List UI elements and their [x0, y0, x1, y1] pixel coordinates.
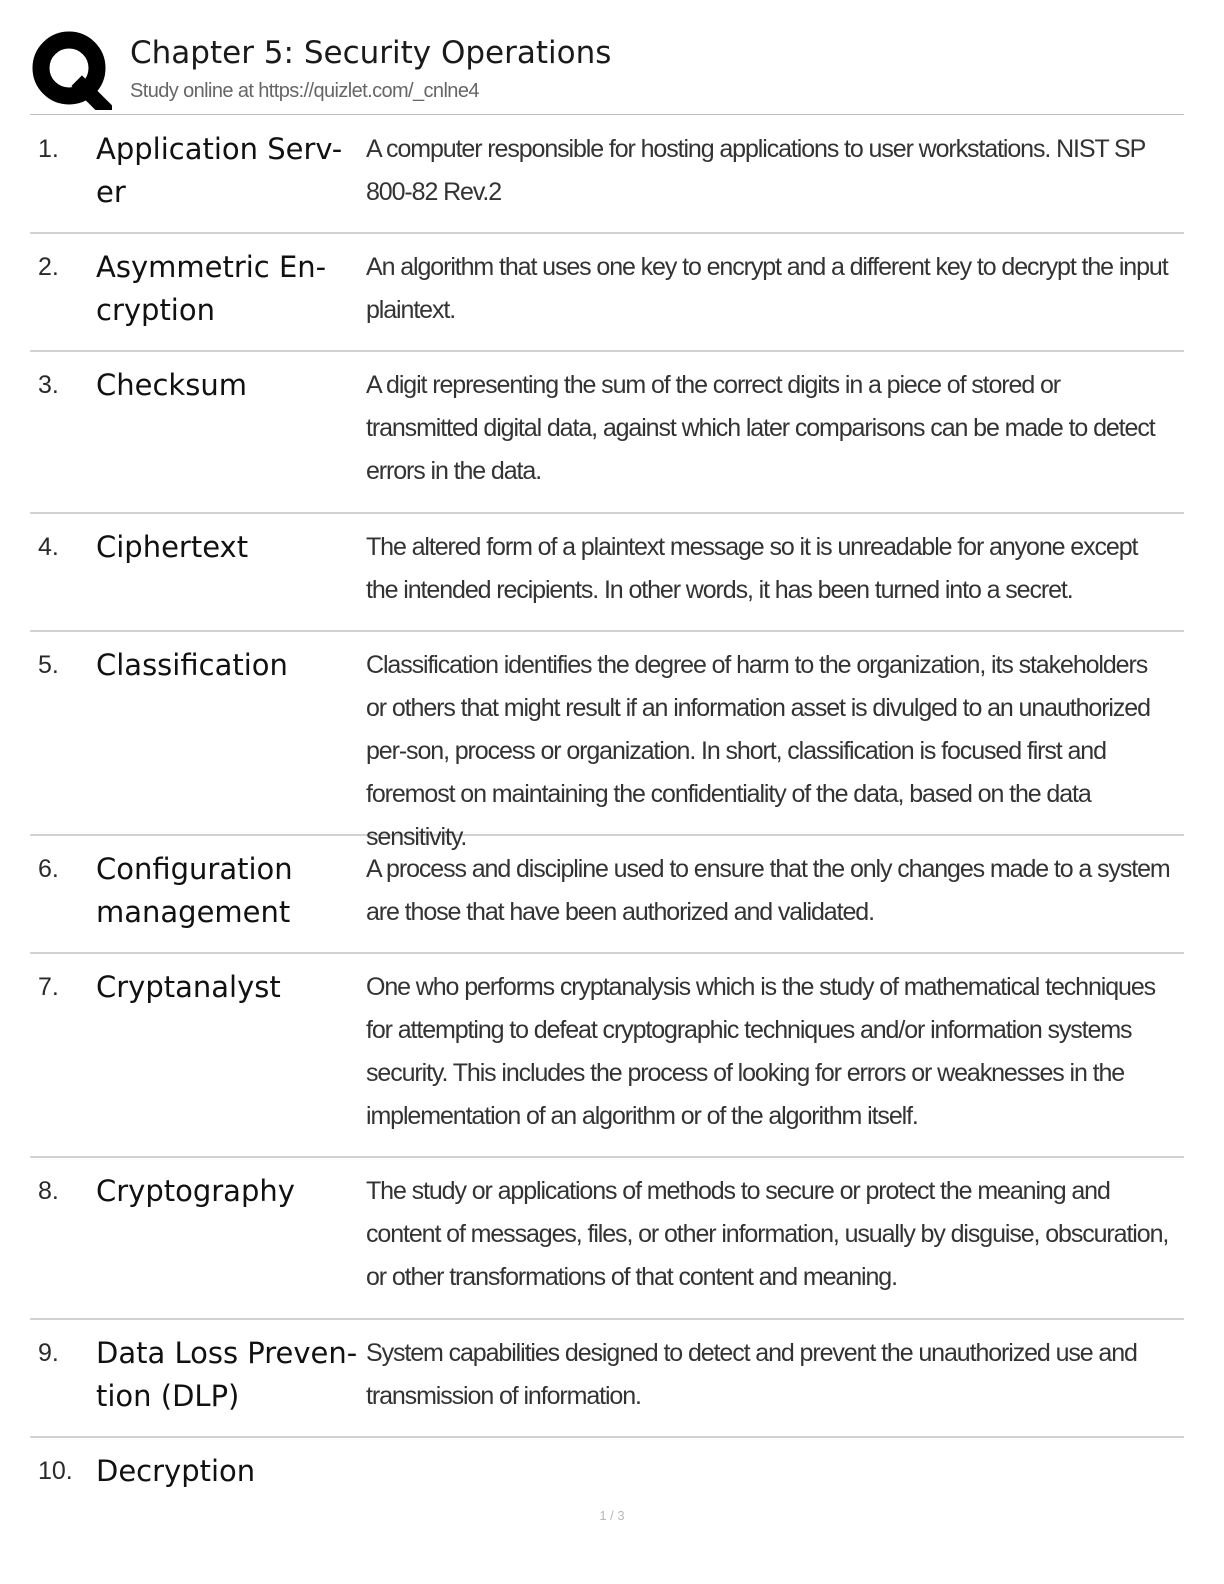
page-title: Chapter 5: Security Operations — [130, 35, 612, 71]
header-divider — [30, 114, 1184, 115]
term-row — [30, 632, 1184, 851]
term-name: Decryption — [96, 1454, 256, 1488]
term-number: 1. — [38, 135, 59, 163]
term-name: Data Loss Preven- tion (DLP) — [96, 1336, 358, 1413]
term-definition: Classification identifies the degree of harm to the organization, its stakeholders or others that might result if an information asset is divulged to an unauthorized per-son, process or organization. In short, classification is focused first and foremost on maintaining the confidentiality of the data, based on the data sensitivity. — [366, 651, 1150, 851]
term-name: Ciphertext — [96, 530, 249, 564]
term-number: 3. — [38, 371, 59, 399]
term-row — [30, 1158, 1184, 1320]
term-name: Checksum — [96, 368, 247, 402]
term-definition: System capabilities designed to detect and prevent the unauthorized use and transmission of information. — [366, 1339, 1137, 1410]
term-definition: A computer responsible for hosting applications to user workstations. NIST SP 800-82 Rev.2 — [366, 135, 1145, 206]
term-number: 7. — [38, 973, 59, 1001]
term-number: 9. — [38, 1339, 59, 1367]
page-number: 1 / 3 — [599, 1508, 625, 1523]
term-name: Cryptanalyst — [96, 970, 281, 1004]
term-row — [30, 1320, 1184, 1438]
term-name: Configuration management — [96, 852, 293, 929]
term-name: Classification — [96, 648, 288, 682]
term-number: 6. — [38, 855, 59, 883]
term-name: Application Serv- er — [96, 132, 343, 209]
term-number: 10. — [38, 1457, 73, 1485]
study-online-link[interactable]: Study online at https://quizlet.com/_cnlne4 — [130, 80, 479, 102]
term-definition: One who performs cryptanalysis which is the study of mathematical techniques for attempting to defeat cryptographic techniques and/or information systems security. This includes the process of looking for errors or weaknesses in the implementation of an algorithm or of the algorithm itself. — [366, 973, 1156, 1130]
term-number: 2. — [38, 253, 59, 281]
quizlet-logo-icon — [30, 28, 112, 110]
term-row — [30, 116, 1184, 234]
term-row — [30, 954, 1184, 1158]
term-row — [30, 352, 1184, 514]
term-list — [30, 116, 1184, 1498]
term-number: 8. — [38, 1177, 59, 1205]
term-definition: The study or applications of methods to secure or protect the meaning and content of messages, files, or other information, usually by disguise, obscuration, or other transformations of that content and meaning. — [366, 1177, 1169, 1291]
page-header — [30, 28, 1186, 114]
term-row — [30, 1438, 1184, 1498]
term-definition: A process and discipline used to ensure that the only changes made to a system are those that have been authorized and validated. — [366, 855, 1170, 926]
term-definition: An algorithm that uses one key to encrypt and a different key to decrypt the input plaintext. — [366, 253, 1168, 324]
term-number: 4. — [38, 533, 59, 561]
term-definition: A digit representing the sum of the correct digits in a piece of stored or transmitted digital data, against which later comparisons can be made to detect errors in the data. — [366, 371, 1155, 485]
term-row — [30, 514, 1184, 632]
term-row — [30, 234, 1184, 352]
term-name: Cryptography — [96, 1174, 295, 1208]
term-definition: The altered form of a plaintext message so it is unreadable for anyone except the intended recipients. In other words, it has been turned into a secret. — [366, 533, 1138, 604]
term-row — [30, 836, 1184, 954]
term-number: 5. — [38, 651, 59, 679]
term-name: Asymmetric En- cryption — [96, 250, 327, 327]
